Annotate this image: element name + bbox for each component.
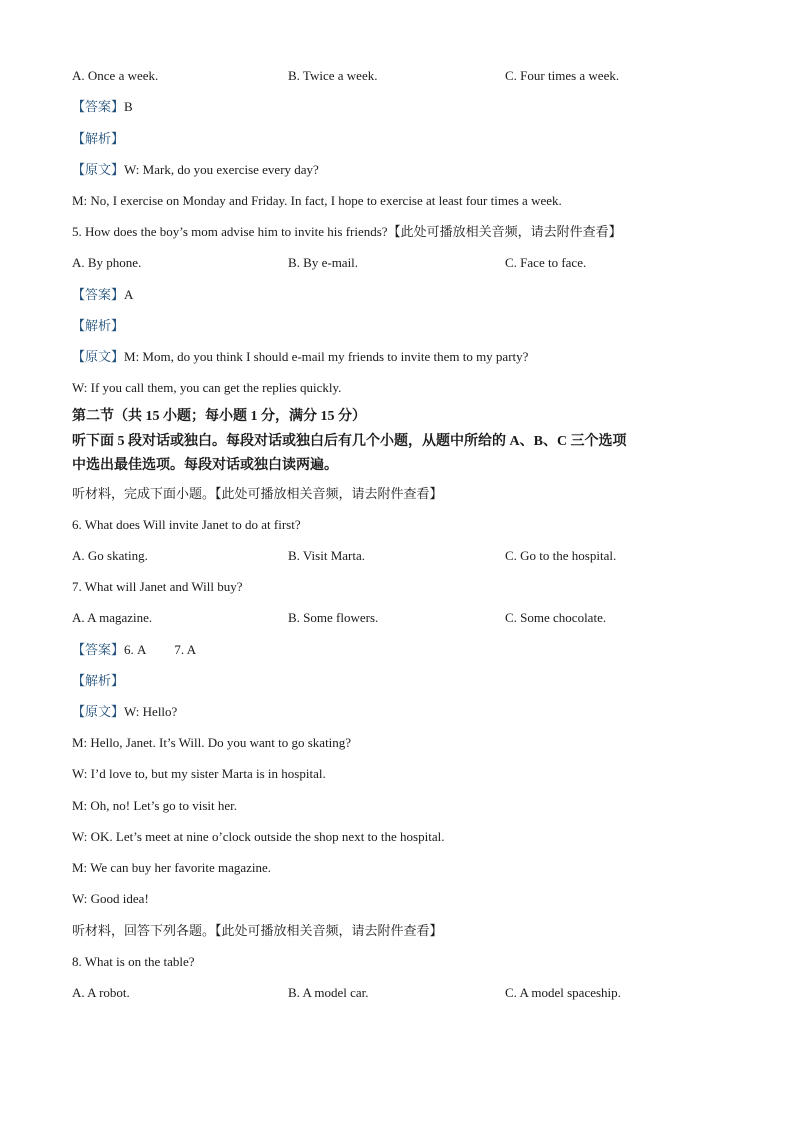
group1-intro: 听材料，完成下面小题。【此处可播放相关音频，请去附件查看】 — [72, 486, 443, 501]
q5-transcript-line-1 — [72, 349, 528, 365]
q5-analysis-label: 【解析】 — [72, 318, 125, 333]
transcript-text: M: Mom, do you think I should e-mail my friends to invite them to my party? — [124, 349, 529, 364]
q7-option-a: A. A magazine. — [72, 610, 153, 625]
q5-transcript-line-2: W: If you call them, you can get the replies quickly. — [72, 380, 342, 395]
answer-value: A — [124, 287, 134, 302]
q5-option-c: C. Face to face. — [505, 255, 587, 270]
q6-option-a: A. Go skating. — [72, 548, 148, 563]
q7-option-c: C. Some chocolate. — [505, 610, 607, 625]
group1-transcript-line-2: M: Hello, Janet. It’s Will. Do you want to go skating? — [72, 735, 352, 750]
group1-transcript-line-5: W: OK. Let’s meet at nine o’clock outside the shop next to the hospital. — [72, 829, 445, 844]
q5-option-a: A. By phone. — [72, 255, 142, 270]
q8-option-c: C. A model spaceship. — [505, 985, 621, 1000]
q4-answer — [72, 99, 133, 115]
original-label: 【原文】 — [72, 704, 125, 719]
original-label: 【原文】 — [72, 162, 125, 177]
q8-option-b: B. A model car. — [288, 985, 369, 1000]
q4-transcript-line-2: M: No, I exercise on Monday and Friday. In fact, I hope to exercise at least four times a week. — [72, 193, 562, 208]
group2-intro: 听材料，回答下列各题。【此处可播放相关音频，请去附件查看】 — [72, 923, 443, 938]
q4-analysis-label: 【解析】 — [72, 131, 125, 146]
q4-option-a: A. Once a week. — [72, 68, 159, 83]
group1-transcript-line-7: W: Good idea! — [72, 891, 149, 906]
group1-analysis-label: 【解析】 — [72, 673, 125, 688]
q7-question: 7. What will Janet and Will buy? — [72, 579, 243, 594]
answer-value: B — [124, 99, 133, 114]
original-label: 【原文】 — [72, 349, 125, 364]
group1-transcript-line-3: W: I’d love to, but my sister Marta is in hospital. — [72, 766, 326, 781]
group1-transcript-line-1 — [72, 704, 177, 720]
section-heading: 第二节（共 15 小题；每小题 1 分，满分 15 分） — [72, 409, 366, 424]
section-instruction-2: 中选出最佳选项。每段对话或独白读两遍。 — [72, 458, 338, 473]
answer-label: 【答案】 — [72, 642, 125, 657]
transcript-text: W: Mark, do you exercise every day? — [124, 162, 319, 177]
q5-question: 5. How does the boy’s mom advise him to invite his friends?【此处可播放相关音频，请去附件查看】 — [72, 224, 622, 239]
group1-answer — [72, 642, 196, 658]
group1-transcript-line-4: M: Oh, no! Let’s go to visit her. — [72, 798, 238, 813]
q6-option-c: C. Go to the hospital. — [505, 548, 617, 563]
q7-option-b: B. Some flowers. — [288, 610, 379, 625]
answer-value-1: 6. A — [124, 642, 147, 657]
q4-option-b: B. Twice a week. — [288, 68, 378, 83]
group1-transcript-line-6: M: We can buy her favorite magazine. — [72, 860, 272, 875]
q6-option-b: B. Visit Marta. — [288, 548, 365, 563]
q5-answer — [72, 287, 133, 303]
q8-option-a: A. A robot. — [72, 985, 130, 1000]
section-instruction-1: 听下面 5 段对话或独白。每段对话或独白后有几个小题，从题中所给的 A、B、C 三个选项 — [72, 434, 627, 449]
answer-label: 【答案】 — [72, 287, 125, 302]
answer-value-2: 7. A — [174, 642, 197, 657]
q5-option-b: B. By e-mail. — [288, 255, 359, 270]
q6-question: 6. What does Will invite Janet to do at first? — [72, 517, 301, 532]
q8-question: 8. What is on the table? — [72, 954, 195, 969]
answer-label: 【答案】 — [72, 99, 125, 114]
q4-transcript-line-1 — [72, 162, 319, 178]
q4-option-c: C. Four times a week. — [505, 68, 620, 83]
transcript-text: W: Hello? — [124, 704, 178, 719]
